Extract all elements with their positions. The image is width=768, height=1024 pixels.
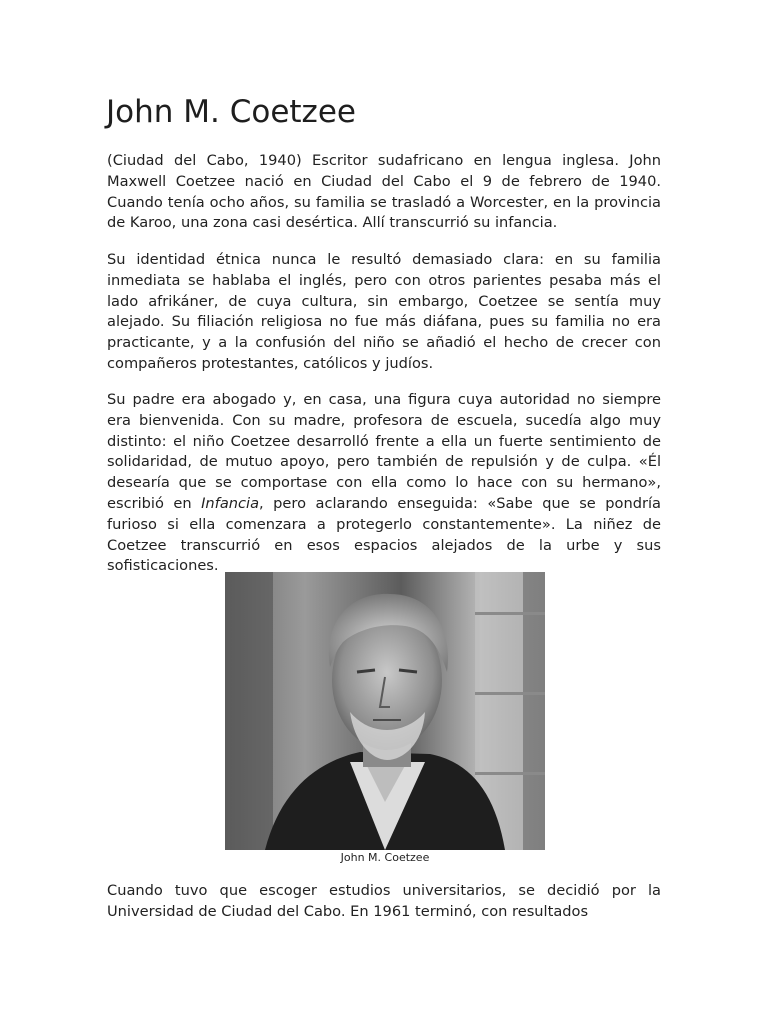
paragraph-3 (107, 390, 661, 577)
paragraph-3-text-end: , pero aclarando enseguida: «Sabe que se pondría furioso si ella comenzara a protegerlo constantemente». La niñez de Coetzee transcurrió en esos espacios alejados de la urbe y sus sofisticaciones. (107, 494, 661, 575)
author-photo (225, 572, 545, 850)
paragraph-1: (Ciudad del Cabo, 1940) Escritor sudafricano en lengua inglesa. John Maxwell Coetzee nació en Ciudad del Cabo el 9 de febrero de 1940. Cuando tenía ocho años, su familia se trasladó a Worcester, en la provincia de Karoo, una zona casi desértica. Allí transcurrió su infancia. (107, 152, 661, 232)
page-title: John M. Coetzee (106, 94, 356, 130)
photo-caption: John M. Coetzee (340, 851, 430, 864)
portrait-image (225, 572, 545, 850)
paragraph-2: Su identidad étnica nunca le resultó demasiado clara: en su familia inmediata se hablaba el inglés, pero con otros parientes pesaba más el lado afrikáner, de cuya cultura, sin embargo, Coetzee se sentía muy alejado. Su filiación religiosa no fue más diáfana, pues su familia no era practicante, y a la confusión del niño se añadió el hecho de crecer con compañeros protestantes, católicos y judíos. (107, 251, 661, 372)
paragraph-4: Cuando tuvo que escoger estudios universitarios, se decidió por la Universidad de Ciudad del Cabo. En 1961 terminó, con resultados (107, 882, 661, 920)
book-title-italic: Infancia (201, 494, 260, 512)
paragraph-3-text-start: Su padre era abogado y, en casa, una figura cuya autoridad no siempre era bienvenida. Con su madre, profesora de escuela, sucedía algo muy distinto: el niño Coetzee desarrolló frente a ella un fuerte sentimiento de solidaridad, de mutuo apoyo, pero también de repulsión y de culpa. «Él desearía que se comportase con ella como lo hace con su hermano», escribió en (107, 391, 661, 512)
